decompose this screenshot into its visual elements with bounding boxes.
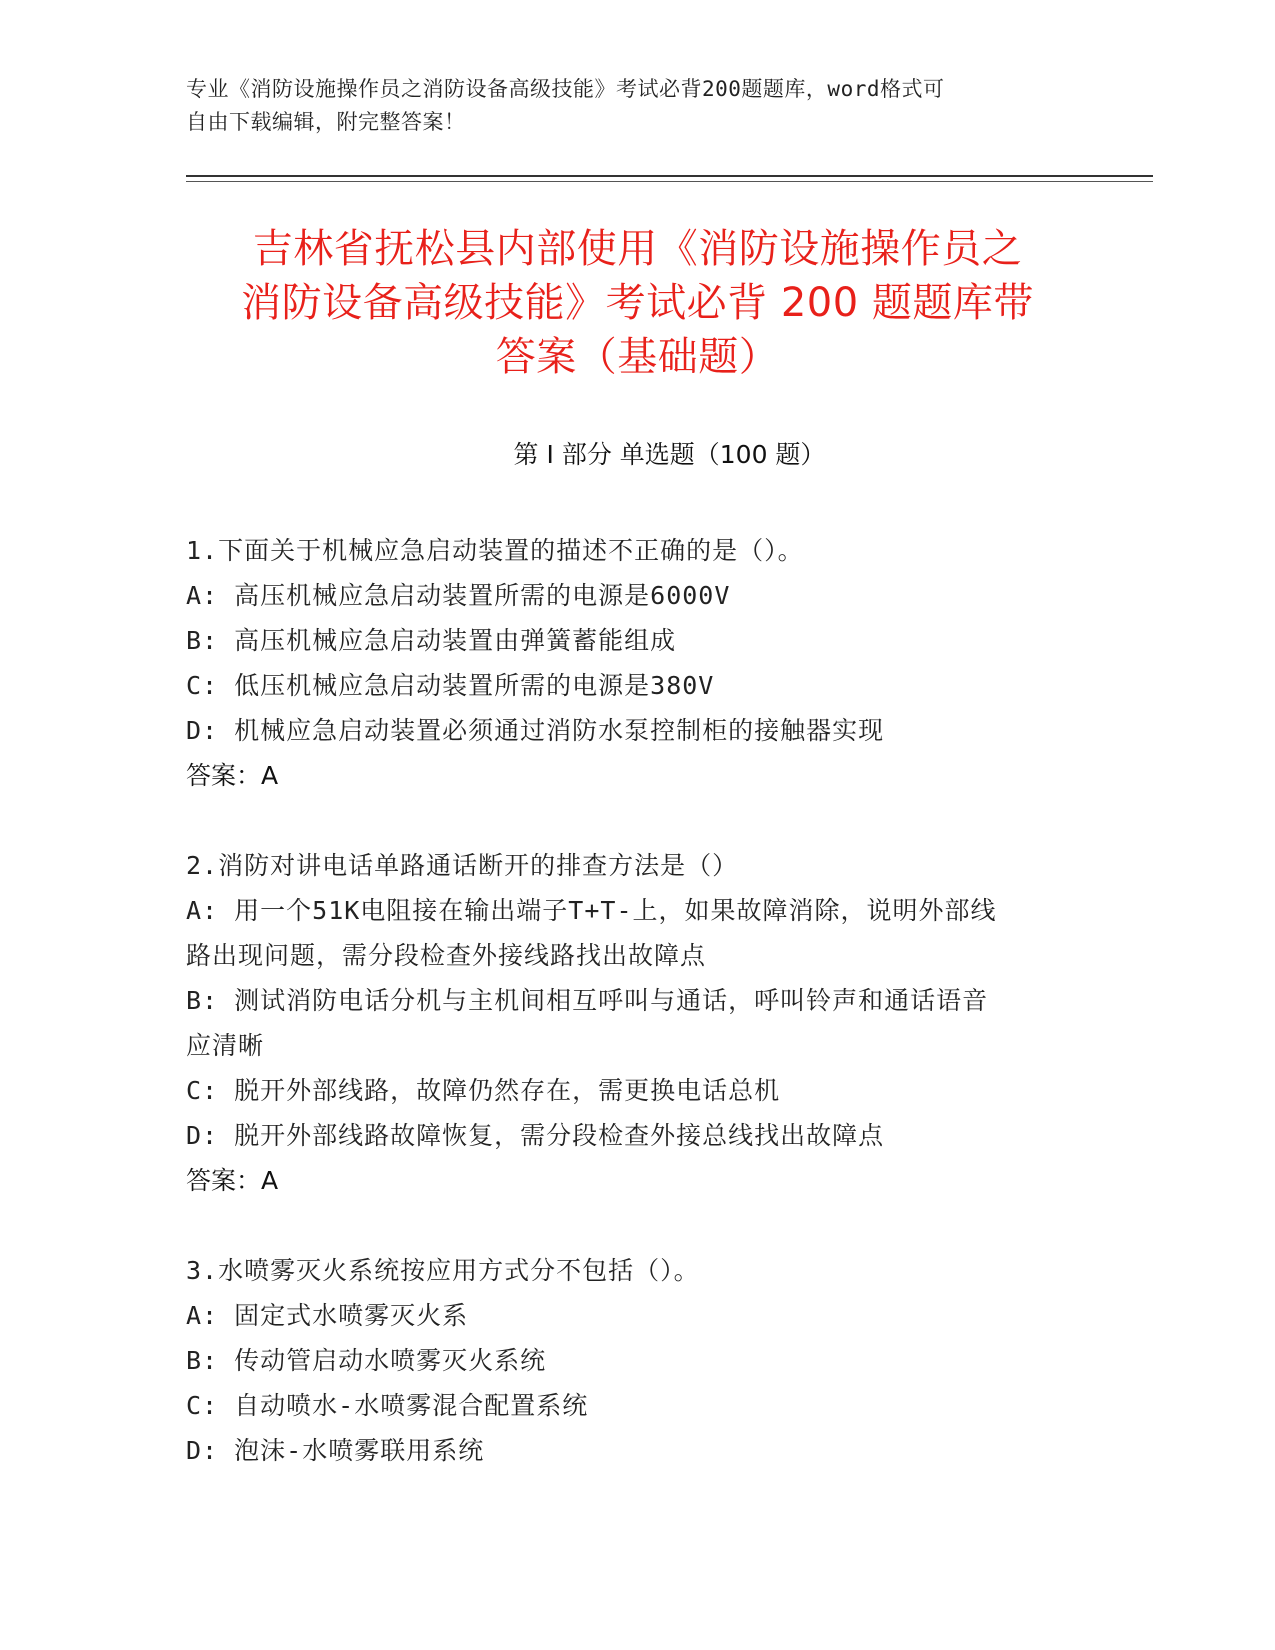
question-list — [186, 528, 1086, 1518]
answer-line: 答案：A — [186, 1166, 279, 1195]
answer-line: 答案：A — [186, 761, 279, 790]
option-b: B: 传动管启动水喷雾灭火系统 — [186, 1346, 547, 1375]
option-a-continued: 路出现问题，需分段检查外接线路找出故障点 — [186, 941, 707, 970]
option-c: C: 脱开外部线路，故障仍然存在，需更换电话总机 — [186, 1076, 781, 1105]
question-stem: 2.消防对讲电话单路通话断开的排查方法是（） — [186, 851, 739, 880]
option-b: B: 测试消防电话分机与主机间相互呼叫与通话，呼叫铃声和通话语音 — [186, 986, 989, 1015]
header-note-line-1: 专业《消防设施操作员之消防设备高级技能》考试必背200题题库，word格式可 — [186, 77, 945, 101]
option-c: C: 自动喷水-水喷雾混合配置系统 — [186, 1391, 589, 1420]
header-divider-thin — [186, 181, 1153, 182]
option-b: B: 高压机械应急启动装置由弹簧蓄能组成 — [186, 626, 677, 655]
option-a: A: 用一个51K电阻接在输出端子T+T-上，如果故障消除，说明外部线 — [186, 896, 997, 925]
document-title-line-2: 消防设备高级技能》考试必背 200 题题库带 — [241, 280, 1034, 326]
header-note-line-2: 自由下载编辑，附完整答案！ — [186, 110, 466, 134]
document-title — [130, 222, 1145, 384]
section-heading: 第 I 部分 单选题（100 题） — [513, 440, 826, 469]
header-note — [186, 73, 1086, 139]
option-b-continued: 应清晰 — [186, 1031, 265, 1060]
option-c: C: 低压机械应急启动装置所需的电源是380V — [186, 671, 715, 700]
document-title-line-3: 答案（基础题） — [495, 334, 780, 380]
question-3 — [186, 1248, 1086, 1473]
question-stem: 1.下面关于机械应急启动装置的描述不正确的是（）。 — [186, 536, 804, 565]
question-1 — [186, 528, 1086, 798]
option-a: A: 高压机械应急启动装置所需的电源是6000V — [186, 581, 731, 610]
question-stem: 3.水喷雾灭火系统按应用方式分不包括（）。 — [186, 1256, 700, 1285]
option-a: A: 固定式水喷雾灭火系 — [186, 1301, 469, 1330]
document-title-line-1: 吉林省抚松县内部使用《消防设施操作员之 — [252, 226, 1023, 272]
option-d: D: 机械应急启动装置必须通过消防水泵控制柜的接触器实现 — [186, 716, 885, 745]
header-divider-thick — [186, 175, 1153, 177]
option-d: D: 泡沫-水喷雾联用系统 — [186, 1436, 485, 1465]
question-2 — [186, 843, 1086, 1203]
option-d: D: 脱开外部线路故障恢复，需分段检查外接总线找出故障点 — [186, 1121, 885, 1150]
